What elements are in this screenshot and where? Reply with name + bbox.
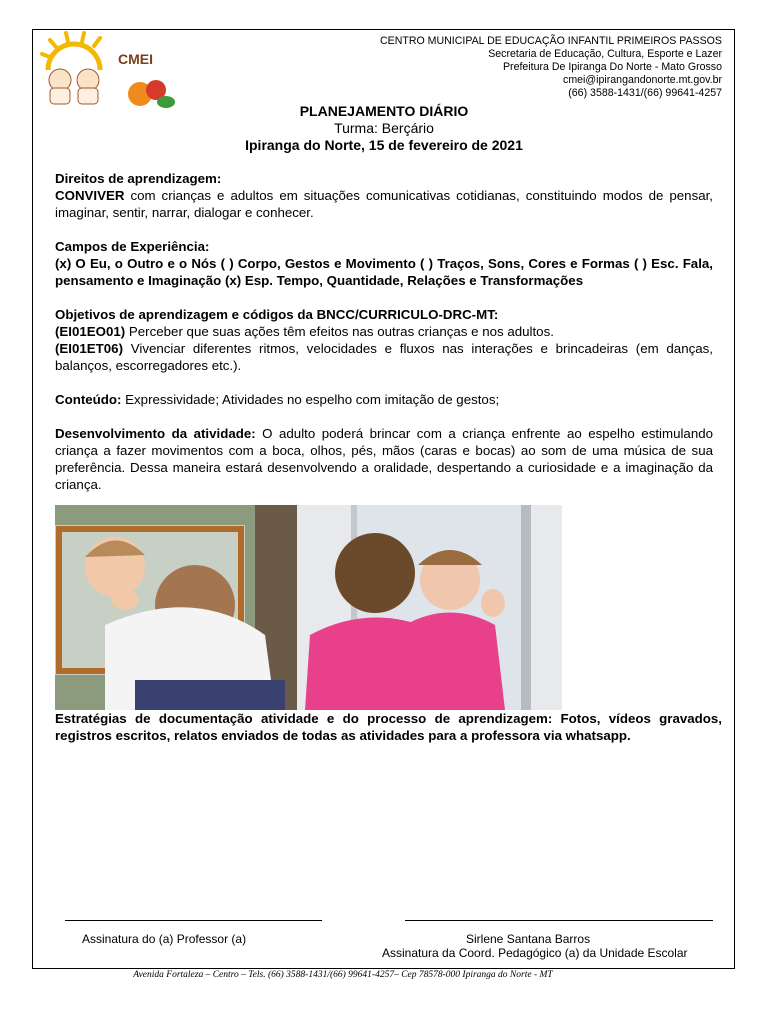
footer-address: Avenida Fortaleza – Centro – Tels. (66) 3588-1431/(66) 99641-4257– Cep 78578-000 Ipiranga do Norte - MT: [133, 970, 553, 980]
logo-text: CMEI: [118, 51, 153, 67]
desenvolvimento-label: Desenvolvimento da atividade:: [55, 426, 256, 441]
header-email: cmei@ipirangandonorte.mt.gov.br: [563, 74, 722, 86]
estrategias-text: Estratégias de documentação atividade e do processo de aprendizagem: Fotos, vídeos gravados, registros escritos, relatos enviados de todas as atividades para a professora via whatsapp.: [55, 711, 722, 743]
objetivo-code: (EI01EO01): [55, 324, 126, 339]
header-line: CENTRO MUNICIPAL DE EDUCAÇÃO INFANTIL PRIMEIROS PASSOS: [380, 35, 722, 47]
conteudo-text: Expressividade; Atividades no espelho com imitação de gestos;: [121, 392, 500, 407]
coordinator-name: Sirlene Santana Barros: [466, 932, 591, 946]
signature-line-teacher: [65, 920, 322, 921]
campos-heading: Campos de Experiência:: [55, 239, 210, 254]
desenvolvimento-text: O adulto poderá brincar com a criança enfrente ao espelho estimulando criança a fazer movimentos com a boca, olhos, pés, mãos (caras e bocas) ao som de uma música de sua preferência. Dessa maneira estará desenvolvendo a oralidade, despertando a curiosidade e a imaginação da criança.: [55, 426, 713, 492]
page-title: PLANEJAMENTO DIÁRIO: [299, 103, 469, 119]
objetivo-text: Perceber que suas ações têm efeitos nas outras crianças e nos adultos.: [125, 324, 554, 339]
direitos-heading: Direitos de aprendizagem:: [55, 171, 222, 186]
conteudo-label: Conteúdo:: [55, 392, 122, 407]
signature-label-coordinator: Assinatura da Coord. Pedagógico (a) da Unidade Escolar: [382, 946, 688, 960]
desenvolvimento: [55, 425, 713, 493]
turma: Turma: Berçário: [334, 120, 434, 136]
direitos-body: com crianças e adultos em situações comunicativas cotidianas, constituindo modos de pensar, imaginar, sentir, narrar, dialogar e conhecer.: [55, 188, 713, 220]
photo-baby-pink-sweater-mirror: [297, 505, 562, 710]
direitos-text: [55, 187, 713, 221]
objetivo-code: (EI01ET06): [55, 341, 123, 356]
title-block: [0, 103, 768, 154]
photo-baby-kissing-mirror: [55, 505, 297, 710]
signature-label-teacher: Assinatura do (a) Professor (a): [82, 932, 247, 946]
objetivos-heading: Objetivos de aprendizagem e códigos da BNCC/CURRICULO-DRC-MT:: [55, 307, 499, 322]
objetivo-text: Vivenciar diferentes ritmos, velocidades e fluxos nas interações e brincadeiras (em danças, balanços, escorregadores etc.).: [55, 341, 713, 373]
institution-header: [380, 35, 722, 100]
campos-text: (x) O Eu, o Outro e o Nós ( ) Corpo, Gestos e Movimento ( ) Traços, Sons, Cores e Formas ( ) Esc. Fala, pensamento e Imaginação (x) Esp. Tempo, Quantidade, Relações e Transformações: [55, 256, 713, 288]
direitos-lead: CONVIVER: [55, 188, 125, 203]
objetivo-item: [55, 323, 713, 340]
header-line: Secretaria de Educação, Cultura, Esporte e Lazer: [488, 48, 722, 60]
objetivo-item: [55, 340, 713, 374]
conteudo: [55, 391, 713, 408]
header-line: Prefeitura De Ipiranga Do Norte - Mato Grosso: [502, 61, 722, 73]
activity-photos: [55, 505, 562, 710]
date-line: Ipiranga do Norte, 15 de fevereiro de 2021: [245, 137, 523, 153]
signature-line-coordinator: [405, 920, 713, 921]
header-phone: (66) 3588-1431/(66) 99641-4257: [568, 87, 722, 99]
plan-content: [55, 170, 713, 493]
